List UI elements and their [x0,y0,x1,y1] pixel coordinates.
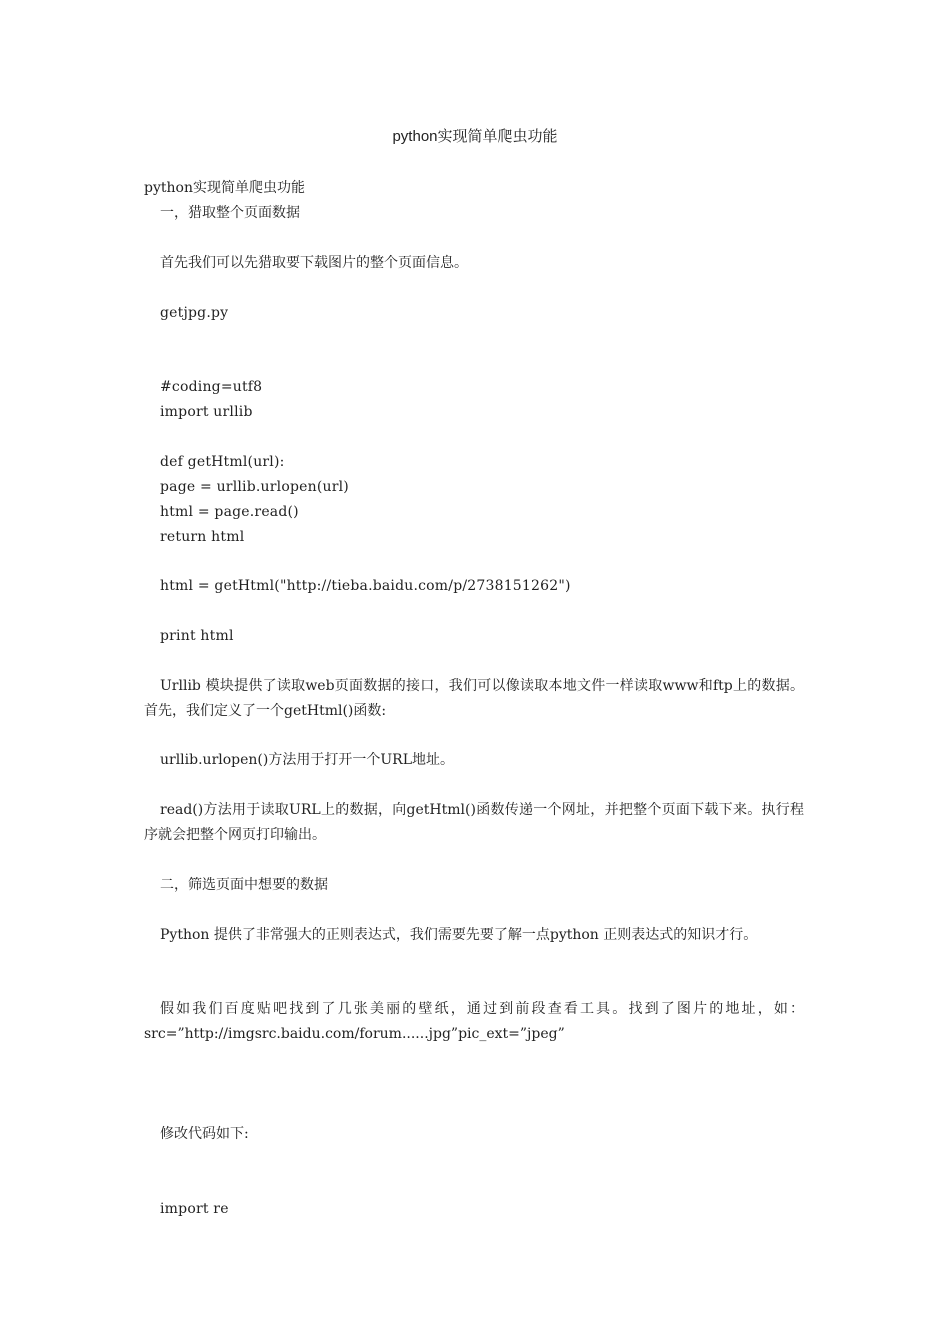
code-line: import re [160,1201,229,1217]
section-1-title: 一，猎取整个页面数据 [160,205,300,221]
example-paragraph: 假如我们百度贴吧找到了几张美丽的壁纸，通过到前段查看工具。找到了图片的地址，如：src=”http://imgsrc.baidu.com/forum......jpg”pic_ext=”jpeg” [144,1001,804,1042]
article-heading: python实现简单爬虫功能 [144,180,305,196]
document-title: python实现简单爬虫功能 [392,128,558,145]
code-line: def getHtml(url): [160,454,285,470]
code-line: html = page.read() [160,504,299,520]
code-line: html = getHtml("http://tieba.baidu.com/p/2738151262") [160,578,571,594]
filename-label: getjpg.py [160,305,229,321]
python-paragraph: Python 提供了非常强大的正则表达式，我们需要先要了解一点python 正则表达式的知识才行。 [160,927,758,943]
intro-paragraph: 首先我们可以先猎取要下载图片的整个页面信息。 [160,255,468,271]
modify-label: 修改代码如下: [160,1126,249,1142]
read-paragraph: read()方法用于读取URL上的数据，向getHtml()函数传递一个网址，并把整个页面下载下来。执行程序就会把整个网页打印输出。 [144,802,804,843]
code-line: page = urllib.urlopen(url) [160,479,349,495]
code-line: print html [160,628,234,644]
section-2-title: 二，筛选页面中想要的数据 [160,877,328,893]
code-line: #coding=utf8 [160,379,263,395]
urllib-paragraph: Urllib 模块提供了读取web页面数据的接口，我们可以像读取本地文件一样读取www和ftp上的数据。首先，我们定义了一个getHtml()函数: [144,678,804,719]
code-line: return html [160,529,245,545]
urlopen-paragraph: urllib.urlopen()方法用于打开一个URL地址。 [160,752,454,768]
code-line: import urllib [160,404,253,420]
